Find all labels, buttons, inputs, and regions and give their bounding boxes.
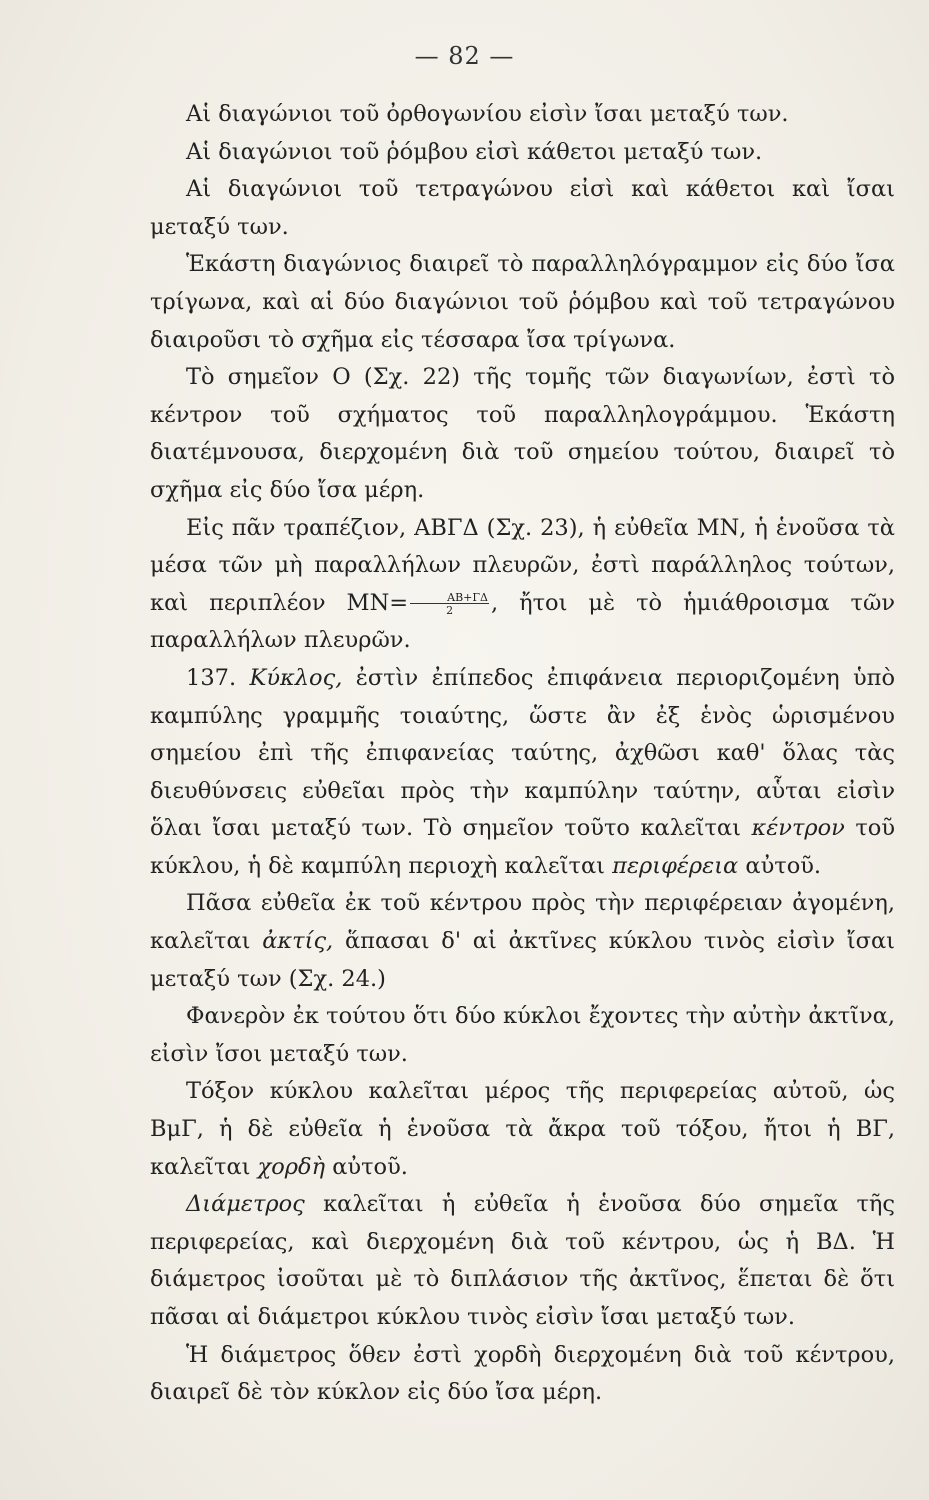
fraction-numerator: ΑΒ+ΓΔ [410, 592, 489, 604]
fraction [410, 592, 489, 616]
paragraph-6: Εἰς πᾶν τραπέζιον, ΑΒΓΔ (Σχ. 23), ἡ εὐθεῖα ΜΝ, ἡ ἑνοῦσα τὰ μέσα τῶν μὴ παραλλήλων πλευρῶν, ἐστὶ παράλληλος τούτων, καὶ περιπλέον ΜΝ= $\frac{AB+\Gamma\Delta}{2}$ , ἤτοι μὲ τὸ ἡμιάθροισμα τῶν παραλλήλων πλευρῶν. [150, 514, 896, 654]
term-periferia: περιφέρεια [612, 852, 739, 879]
paragraph-toxon: Τόξον κύκλου καλεῖται μέρος τῆς περιφερείας αὐτοῦ, ὡς ΒμΓ, ἡ δὲ εὐθεῖα ἡ ἑνοῦσα τὰ ἄκρα τοῦ τόξου, ἤτοι ἡ ΒΓ, καλεῖται χορδὴ αὐτοῦ. [150, 1078, 895, 1180]
term-diametros: Διάμετρος [186, 1191, 305, 1218]
paragraph-3: Αἱ διαγώνιοι τοῦ τετραγώνου εἰσὶ καὶ κάθετοι καὶ ἴσαι μεταξύ των. [150, 176, 895, 240]
paragraph-1: Αἱ διαγώνιοι τοῦ ὀρθογωνίου εἰσὶν ἴσαι μεταξύ των. [186, 101, 789, 127]
paragraph-2: Αἱ διαγώνιοι τοῦ ῥόμβου εἰσὶ κάθετοι μεταξύ των. [186, 138, 763, 165]
section-number: 137. [186, 664, 237, 691]
paragraph-aktis: Πᾶσα εὐθεῖα ἐκ τοῦ κέντρου πρὸς τὴν περιφέρειαν ἀγομένη, καλεῖται ἀκτίς, ἅπασαι δ' αἱ ἀκτῖνες κύκλου τινὸς εἰσὶν ἴσαι μεταξύ των (Σχ. 24.) [150, 890, 895, 992]
term-kentron: κέντρον [751, 815, 845, 842]
page-number: — 82 — [414, 42, 515, 70]
paragraph-5: Τὸ σημεῖον Ο (Σχ. 22) τῆς τομῆς τῶν διαγωνίων, ἐστὶ τὸ κέντρον τοῦ σχήματος τοῦ παραλληλογράμμου. Ἑκάστη διατέμνουσα, διερχομένη διὰ τοῦ σημείου τούτου, διαιρεῖ τὸ σχῆμα εἰς δύο ἴσα μέρη. [150, 364, 895, 503]
term-chordi: χορδὴ [257, 1153, 326, 1180]
paragraph-fanero: Φανερὸν ἐκ τούτου ὅτι δύο κύκλοι ἔχοντες τὴν αὐτὴν ἀκτῖνα, εἰσὶν ἴσοι μεταξύ των. [150, 1003, 895, 1067]
body-text [150, 96, 895, 1412]
formula-lhs: ΜΝ= [346, 589, 409, 616]
paragraph-last: Ἡ διάμετρος ὅθεν ἐστὶ χορδὴ διερχομένη διὰ τοῦ κέντρου, διαιρεῖ δὲ τὸν κύκλον εἰς δύο ἴσα μέρη. [150, 1341, 895, 1406]
fraction-denominator: 2 [446, 603, 454, 617]
term-kyklos: Κύκλος, [249, 664, 343, 691]
paragraph-section-137: 137. Κύκλος, ἐστὶν ἐπίπεδος ἐπιφάνεια περιοριζομένη ὑπὸ καμπύλης γραμμῆς τοιαύτης, ὥστε ἂν ἐξ ἑνὸς ὡρισμένου σημείου ἐπὶ τῆς ἐπιφανείας ταύτης, ἀχθῶσι καθ' ὅλας τὰς διευθύνσεις εὐθεῖαι πρὸς τὴν καμπύλην ταύτην, αὗται εἰσὶν ὅλαι ἴσαι μεταξύ των. Τὸ σημεῖον τοῦτο καλεῖται κέντρον τοῦ κύκλου, ἡ δὲ καμπύλη περιοχὴ καλεῖται περιφέρεια αὐτοῦ. [150, 664, 896, 879]
paragraph-4: Ἑκάστη διαγώνιος διαιρεῖ τὸ παραλληλόγραμμον εἰς δύο ἴσα τρίγωνα, καὶ αἱ δύο διαγώνιοι τοῦ ῥόμβου καὶ τοῦ τετραγώνου διαιροῦσι τὸ σχῆμα εἰς τέσσαρα ἴσα τρίγωνα. [150, 251, 895, 353]
term-aktis: ἀκτίς, [262, 928, 334, 955]
paragraph-diametros: Διάμετρος καλεῖται ἡ εὐθεῖα ἡ ἑνοῦσα δύο σημεῖα τῆς περιφερείας, καὶ διερχομένη διὰ τοῦ κέντρου, ὡς ἡ ΒΔ. Ἡ διάμετρος ἰσοῦται μὲ τὸ διπλάσιον τῆς ἀκτῖνος, ἕπεται δὲ ὅτι πᾶσαι αἱ διάμετροι κύκλου τινὸς εἰσὶν ἴσαι μεταξύ των. [150, 1191, 895, 1330]
